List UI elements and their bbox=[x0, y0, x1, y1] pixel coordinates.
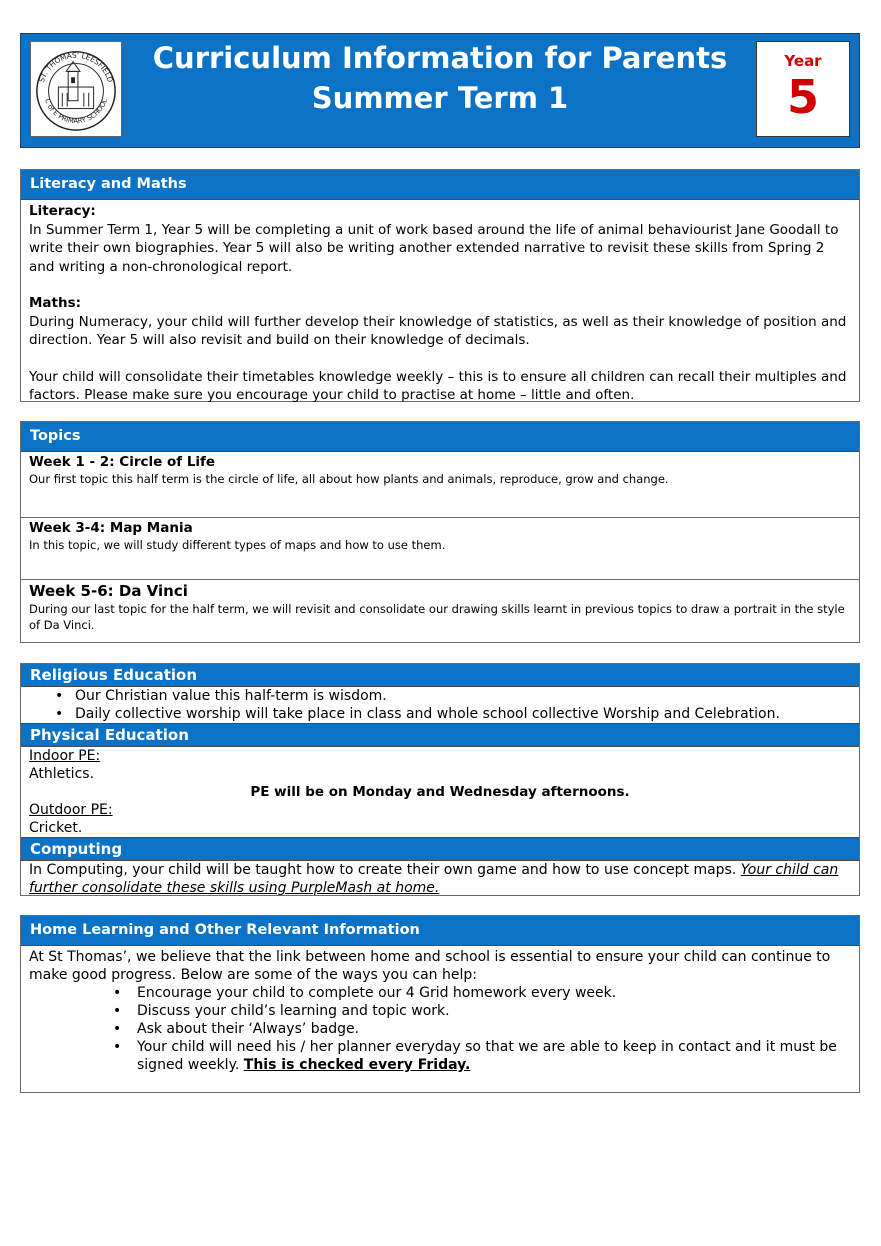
title-line-2: Summer Term 1 bbox=[311, 81, 569, 115]
page-title bbox=[131, 38, 749, 118]
maths-text: During Numeracy, your child will further develop their knowledge of statistics, as well as their knowledge of position and direction. Year 5 will also revisit and build on their knowledge of decimals. bbox=[29, 313, 847, 348]
literacy-label: Literacy: bbox=[29, 203, 96, 219]
home-learning-body bbox=[21, 946, 859, 984]
computing-text: In Computing, your child will be taught how to create their own game and how to use concept maps. bbox=[29, 862, 741, 878]
page-header bbox=[20, 33, 860, 148]
literacy-text: In Summer Term 1, Year 5 will be completing a unit of work based around the life of animal behaviourist Jane Goodall to write their own biographies. Year 5 will also be writing another extended narrative to revisit these skills from Spring 2 and writing a non-chronological report. bbox=[29, 221, 839, 275]
topic-text: During our last topic for the half term, we will revisit and consolidate our drawing skills learnt in previous topics to draw a portrait in the style of Da Vinci. bbox=[29, 602, 845, 632]
indoor-pe-label: Indoor PE: bbox=[29, 748, 101, 764]
outdoor-pe-label: Outdoor PE: bbox=[29, 802, 113, 818]
list-item: • Daily collective worship will take place in class and whole school collective Worship and Celebration. bbox=[21, 705, 859, 723]
year-number: 5 bbox=[786, 70, 819, 124]
home-learning-intro: At St Thomas’, we believe that the link between home and school is essential to ensure your child can continue to make good progress. Below are some of the ways you can help: bbox=[29, 949, 831, 983]
re-pe-computing-section bbox=[20, 663, 860, 896]
section-body bbox=[21, 200, 859, 405]
timetables-text: Your child will consolidate their timetables knowledge weekly – this is to ensure all children can recall their multiples and factors. Please make sure you encourage your child to practise at home – little and often. bbox=[29, 368, 847, 403]
pe-heading: Physical Education bbox=[21, 723, 859, 747]
title-line-1: Curriculum Information for Parents bbox=[152, 41, 728, 75]
topic-item bbox=[21, 452, 859, 517]
indoor-pe-text: Athletics. bbox=[29, 766, 95, 782]
topic-title: Week 5-6: Da Vinci bbox=[29, 582, 188, 600]
topic-text: In this topic, we will study different types of maps and how to use them. bbox=[29, 538, 446, 552]
list-item bbox=[21, 1038, 839, 1074]
school-crest-icon bbox=[31, 42, 121, 136]
topic-item bbox=[21, 517, 859, 579]
section-heading: Home Learning and Other Relevant Information bbox=[21, 916, 859, 946]
outdoor-pe-text: Cricket. bbox=[29, 820, 83, 836]
computing-heading: Computing bbox=[21, 837, 859, 861]
section-heading: Literacy and Maths bbox=[21, 170, 859, 200]
home-learning-section bbox=[20, 915, 860, 1093]
svg-text:ST. THOMAS' LEESFIELD: ST. THOMAS' LEESFIELD bbox=[37, 50, 115, 84]
planner-text: Your child will need his / her planner everyday so that we are able to keep in contact and it must be signed weekly. bbox=[137, 1039, 837, 1073]
year-badge bbox=[756, 41, 850, 137]
computing-body bbox=[21, 861, 859, 897]
list-item: • Discuss your child’s learning and topic work. bbox=[21, 1002, 839, 1020]
pe-schedule: PE will be on Monday and Wednesday afternoons. bbox=[250, 784, 630, 800]
planner-emphasis: This is checked every Friday. bbox=[243, 1057, 471, 1073]
section-heading: Topics bbox=[21, 422, 859, 452]
maths-label: Maths: bbox=[29, 295, 82, 311]
year-label: Year bbox=[784, 52, 822, 70]
computing-emphasis: Your child can further consolidate these skills using PurpleMash at home. bbox=[29, 862, 839, 896]
list-item: • Ask about their ‘Always’ badge. bbox=[21, 1020, 839, 1038]
school-logo bbox=[30, 41, 122, 137]
re-heading: Religious Education bbox=[21, 664, 859, 687]
list-item: • Encourage your child to complete our 4 Grid homework every week. bbox=[21, 984, 839, 1002]
home-learning-list bbox=[21, 984, 859, 1074]
topic-text: Our first topic this half term is the circle of life, all about how plants and animals, reproduce, grow and change. bbox=[29, 472, 669, 486]
svg-text:C of E PRIMARY SCHOOL: C of E PRIMARY SCHOOL bbox=[42, 97, 110, 126]
topic-item bbox=[21, 579, 859, 643]
topic-title: Week 1 - 2: Circle of Life bbox=[29, 454, 216, 470]
literacy-maths-section bbox=[20, 169, 860, 402]
re-list bbox=[21, 687, 859, 723]
topic-title: Week 3-4: Map Mania bbox=[29, 520, 193, 536]
pe-body bbox=[21, 747, 859, 837]
topics-section bbox=[20, 421, 860, 643]
list-item: • Our Christian value this half-term is wisdom. bbox=[21, 687, 859, 705]
page bbox=[20, 33, 860, 1073]
